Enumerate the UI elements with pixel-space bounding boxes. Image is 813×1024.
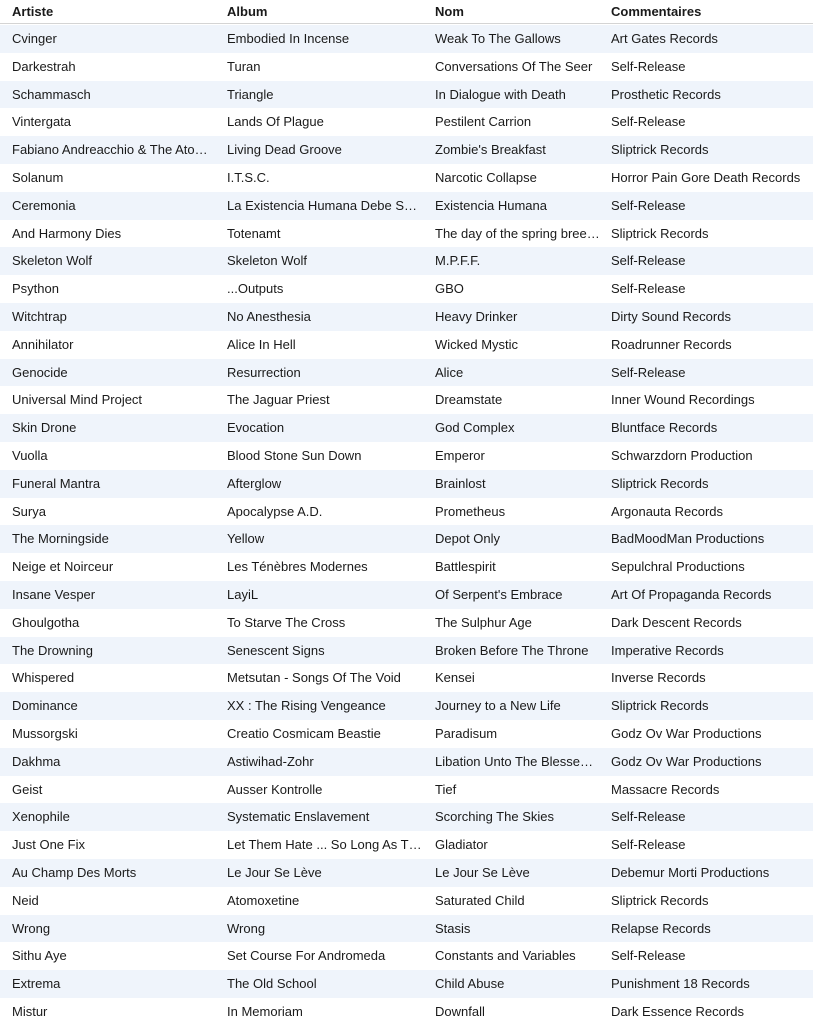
table-row[interactable] (0, 970, 813, 998)
cell-artist: Geist (12, 781, 43, 797)
cell-name: Constants and Variables (435, 948, 576, 964)
cell-name: Depot Only (435, 531, 501, 547)
table-row[interactable] (0, 664, 813, 692)
table-row[interactable] (0, 303, 813, 331)
cell-comments: Inverse Records (611, 670, 706, 686)
cell-artist: Annihilator (12, 336, 74, 352)
cell-album: Yellow (227, 531, 265, 547)
cell-name: Brainlost (435, 475, 486, 491)
track-rows (0, 25, 813, 1024)
cell-name: Downfall (435, 1003, 485, 1019)
cell-comments: Sliptrick Records (611, 698, 709, 714)
table-row[interactable] (0, 498, 813, 526)
table-row[interactable] (0, 442, 813, 470)
cell-artist: Neige et Noirceur (12, 559, 114, 575)
cell-comments: Godz Ov War Productions (611, 753, 762, 769)
cell-name: Stasis (435, 920, 471, 936)
cell-artist: Wrong (12, 920, 51, 936)
cell-name: Zombie's Breakfast (435, 142, 546, 158)
cell-artist: Cvinger (12, 31, 57, 46)
cell-name: Child Abuse (435, 976, 505, 992)
cell-name: Scorching The Skies (435, 809, 554, 825)
cell-name: Pestilent Carrion (435, 114, 532, 130)
cell-artist: Solanum (12, 169, 64, 185)
cell-artist: Skeleton Wolf (12, 253, 92, 269)
table-row[interactable] (0, 748, 813, 776)
cell-comments: BadMoodMan Productions (611, 531, 765, 547)
cell-album: I.T.S.C. (227, 169, 270, 185)
cell-name: GBO (435, 281, 464, 297)
table-row[interactable] (0, 581, 813, 609)
cell-artist: Just One Fix (12, 837, 85, 853)
cell-name: Heavy Drinker (435, 308, 518, 324)
table-row[interactable] (0, 942, 813, 970)
table-row[interactable] (0, 136, 813, 164)
cell-name: Narcotic Collapse (435, 169, 537, 185)
table-row[interactable] (0, 859, 813, 887)
cell-comments: Self-Release (611, 253, 686, 269)
cell-album: Totenamt (227, 225, 281, 241)
cell-artist: Vuolla (12, 447, 48, 463)
cell-name: Battlespirit (435, 559, 496, 575)
cell-name: Le Jour Se Lève (435, 864, 530, 880)
cell-name: Saturated Child (435, 892, 525, 908)
column-header-name[interactable]: Nom (435, 4, 464, 19)
cell-artist: Extrema (12, 976, 61, 992)
cell-album: Turan (227, 58, 261, 74)
cell-artist: Whispered (12, 670, 75, 686)
table-row[interactable] (0, 108, 813, 136)
cell-album: Ausser Kontrolle (227, 781, 323, 797)
cell-comments: Sepulchral Productions (611, 559, 745, 575)
cell-comments: Debemur Morti Productions (611, 864, 770, 880)
cell-comments: Self-Release (611, 197, 686, 213)
cell-comments: Punishment 18 Records (611, 976, 750, 992)
cell-album: Wrong (227, 920, 266, 936)
cell-comments: Sliptrick Records (611, 475, 709, 491)
cell-artist: Genocide (12, 364, 68, 380)
cell-album: Metsutan - Songs Of The Void (227, 670, 401, 686)
cell-album: Apocalypse A.D. (227, 503, 323, 519)
cell-artist: The Drowning (12, 642, 93, 658)
cell-album: Astiwihad-Zohr (227, 753, 314, 769)
cell-album: Creatio Cosmicam Beastie (227, 725, 381, 741)
cell-artist: Au Champ Des Morts (12, 864, 137, 880)
cell-album: The Jaguar Priest (227, 392, 330, 408)
table-row[interactable] (0, 53, 813, 81)
cell-album: ...Outputs (227, 281, 284, 297)
cell-comments: Relapse Records (611, 920, 711, 936)
cell-album: XX : The Rising Vengeance (227, 698, 386, 714)
cell-name: The Sulphur Age (435, 614, 532, 630)
cell-comments: Self-Release (611, 281, 686, 297)
table-row[interactable] (0, 359, 813, 387)
cell-artist: Mistur (12, 1003, 48, 1019)
cell-comments: Inner Wound Recordings (611, 392, 755, 408)
cell-name: Tief (435, 781, 457, 797)
table-row[interactable] (0, 553, 813, 581)
table-row[interactable] (0, 414, 813, 442)
column-header-album[interactable]: Album (227, 4, 268, 19)
cell-artist: And Harmony Dies (12, 225, 122, 241)
table-row[interactable] (0, 220, 813, 248)
cell-name: Weak To The Gallows (435, 31, 561, 46)
cell-album: Living Dead Groove (227, 142, 342, 158)
cell-name: Kensei (435, 670, 475, 686)
cell-comments: Art Gates Records (611, 31, 718, 46)
table-row[interactable] (0, 803, 813, 831)
cell-album: Triangle (227, 86, 274, 102)
cell-artist: Dominance (12, 698, 78, 714)
cell-comments: Argonauta Records (611, 503, 724, 519)
cell-artist: Neid (12, 892, 39, 908)
table-row[interactable] (0, 887, 813, 915)
cell-name: M.P.F.F. (435, 253, 481, 269)
table-row[interactable] (0, 915, 813, 943)
column-header-row (0, 0, 813, 24)
cell-comments: Self-Release (611, 58, 686, 74)
cell-artist: Funeral Mantra (12, 475, 101, 491)
cell-name: Paradisum (435, 725, 498, 741)
cell-album: Lands Of Plague (227, 114, 324, 130)
cell-album: Blood Stone Sun Down (227, 447, 362, 463)
cell-artist: Darkestrah (12, 58, 76, 74)
table-row[interactable] (0, 275, 813, 303)
cell-album: Le Jour Se Lève (227, 864, 322, 880)
cell-comments: Horror Pain Gore Death Records (611, 169, 801, 185)
table-row[interactable] (0, 776, 813, 804)
cell-comments: Bluntface Records (611, 420, 718, 436)
cell-artist: Xenophile (12, 809, 70, 825)
cell-artist: Fabiano Andreacchio & The Ato… (12, 142, 208, 158)
table-row[interactable] (0, 998, 813, 1024)
table-row[interactable] (0, 720, 813, 748)
cell-name: Gladiator (435, 837, 488, 853)
cell-name: Existencia Humana (435, 197, 547, 213)
cell-album: Skeleton Wolf (227, 253, 307, 269)
cell-album: Resurrection (227, 364, 301, 380)
cell-artist: Universal Mind Project (12, 392, 143, 408)
cell-name: Emperor (435, 447, 485, 463)
cell-comments: Self-Release (611, 364, 686, 380)
cell-album: Set Course For Andromeda (227, 948, 386, 964)
cell-name: Dreamstate (435, 392, 503, 408)
table-row[interactable] (0, 637, 813, 665)
table-row[interactable] (0, 692, 813, 720)
cell-comments: Self-Release (611, 114, 686, 130)
table-row[interactable] (0, 386, 813, 414)
table-row[interactable] (0, 470, 813, 498)
cell-name: Alice (435, 364, 464, 380)
cell-comments: Dark Essence Records (611, 1003, 744, 1019)
cell-name: Journey to a New Life (435, 698, 561, 714)
cell-name: Wicked Mystic (435, 336, 519, 352)
cell-name: Conversations Of The Seer (435, 58, 593, 74)
cell-comments: Imperative Records (611, 642, 724, 658)
table-row[interactable] (0, 192, 813, 220)
cell-comments: Massacre Records (611, 781, 720, 797)
cell-album: Evocation (227, 420, 285, 436)
cell-album: LayiL (227, 586, 259, 602)
cell-comments: Self-Release (611, 948, 686, 964)
cell-name: The day of the spring bree… (435, 225, 600, 241)
cell-comments: Self-Release (611, 809, 686, 825)
cell-comments: Sliptrick Records (611, 142, 709, 158)
table-row[interactable] (0, 609, 813, 637)
cell-artist: Vintergata (12, 114, 72, 130)
cell-artist: Mussorgski (12, 725, 78, 741)
cell-album: Alice In Hell (227, 336, 296, 352)
cell-comments: Roadrunner Records (611, 336, 732, 352)
table-row[interactable] (0, 831, 813, 859)
cell-artist: Dakhma (12, 753, 61, 769)
table-row[interactable] (0, 247, 813, 275)
cell-comments: Dirty Sound Records (611, 308, 731, 324)
cell-artist: Skin Drone (12, 420, 77, 436)
cell-comments: Dark Descent Records (611, 614, 742, 630)
cell-album: Atomoxetine (227, 892, 300, 908)
cell-album: Let Them Hate ... So Long As T… (227, 837, 422, 853)
cell-album: Systematic Enslavement (227, 809, 370, 825)
cell-name: Libation Unto The Blesse… (435, 753, 594, 769)
cell-artist: Sithu Aye (12, 948, 67, 964)
cell-artist: The Morningside (12, 531, 109, 547)
table-row[interactable] (0, 525, 813, 553)
cell-name: Prometheus (435, 503, 506, 519)
table-row[interactable] (0, 331, 813, 359)
column-header-comments[interactable]: Commentaires (611, 4, 702, 19)
cell-album: To Starve The Cross (227, 614, 346, 630)
cell-comments: Schwarzdorn Production (611, 447, 753, 463)
cell-comments: Sliptrick Records (611, 225, 709, 241)
cell-album: Embodied In Incense (227, 31, 350, 46)
cell-name: Broken Before The Throne (435, 642, 589, 658)
cell-artist: Insane Vesper (12, 586, 96, 602)
cell-comments: Art Of Propaganda Records (611, 586, 772, 602)
cell-name: Of Serpent's Embrace (435, 586, 563, 602)
cell-comments: Prosthetic Records (611, 86, 721, 102)
cell-album: The Old School (227, 976, 317, 992)
cell-name: God Complex (435, 420, 515, 436)
cell-comments: Self-Release (611, 837, 686, 853)
cell-name: In Dialogue with Death (435, 86, 566, 102)
cell-album: No Anesthesia (227, 308, 311, 324)
cell-artist: Schammasch (12, 86, 91, 102)
table-row[interactable] (0, 81, 813, 109)
cell-artist: Witchtrap (12, 308, 67, 324)
cell-album: Afterglow (227, 475, 282, 491)
cell-artist: Psython (12, 281, 59, 297)
cell-artist: Surya (12, 503, 46, 519)
cell-album: Les Ténèbres Modernes (227, 559, 368, 575)
table-row[interactable] (0, 164, 813, 192)
cell-comments: Godz Ov War Productions (611, 725, 762, 741)
cell-album: In Memoriam (227, 1003, 303, 1019)
cell-artist: Ceremonia (12, 197, 76, 213)
table-row[interactable] (0, 25, 813, 53)
column-header-artist[interactable]: Artiste (12, 4, 54, 19)
cell-artist: Ghoulgotha (12, 614, 80, 630)
cell-comments: Sliptrick Records (611, 892, 709, 908)
cell-album: La Existencia Humana Debe S… (227, 197, 418, 213)
cell-album: Senescent Signs (227, 642, 325, 658)
